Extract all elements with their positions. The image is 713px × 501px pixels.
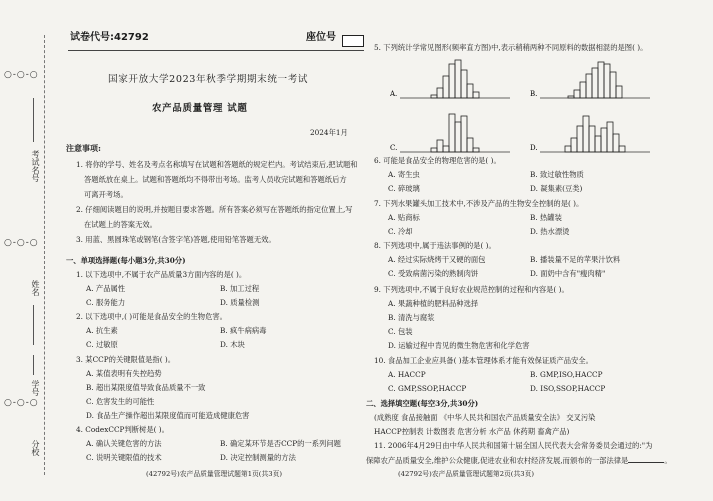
histogram-bar xyxy=(571,138,577,152)
histogram-bar xyxy=(592,68,598,98)
option-a[interactable]: A. 确认关键危害的方法 xyxy=(86,439,162,448)
label-student-no: 学号 xyxy=(31,380,40,396)
option-a[interactable]: A. 某值表明有失控趋势 xyxy=(86,369,162,378)
histogram-bar xyxy=(598,62,604,98)
histogram-bar xyxy=(616,86,622,98)
notice-line: 3. 用蓝、黑圆珠笔或钢笔(含签字笔)答题,使用铅笔答题无效。 xyxy=(76,235,276,244)
option-b[interactable]: B. 清洗与腐浆 xyxy=(388,313,435,322)
notice-line: 可离开考场。 xyxy=(84,190,128,199)
histogram-label: D. xyxy=(530,144,538,152)
question-stem: 9. 下列选项中,不属于良好农业规范控制的过程和内容是( )。 xyxy=(374,285,569,294)
histogram-bar xyxy=(437,88,443,98)
histogram-bar xyxy=(583,116,589,152)
section1-heading: 一、单项选择题(每小题3分,共30分) xyxy=(66,256,186,265)
option-c[interactable]: C. 过敏原 xyxy=(86,340,118,349)
histogram-bar xyxy=(601,128,607,152)
histogram-bar xyxy=(431,148,437,152)
section2-heading: 二、选择填空题(每空3分,共30分) xyxy=(366,399,479,408)
notice-heading: 注意事项: xyxy=(66,143,101,153)
word-bank-line: (成熟度 食品接触面 《中华人民共和国农产品质量安全法》 交叉污染 xyxy=(374,413,596,422)
paper-number: 试卷代号:42792 xyxy=(70,32,149,43)
question-stem: 2. 以下选项中,( )可能是食品安全的生物危害。 xyxy=(76,312,227,321)
header-rule xyxy=(68,50,364,51)
histogram-bar xyxy=(473,148,479,152)
label-exam-no: 考试名号 xyxy=(31,150,40,182)
histogram-bar xyxy=(574,90,580,98)
question-stem: 4. CodexCCP判断树是( )。 xyxy=(76,425,169,434)
option-b[interactable]: B. 致过敏性物质 xyxy=(530,170,584,179)
notice-line: 1. 将你的学号、姓名及考点名称填写在试题和答题纸的规定栏内。考试结束后,把试题和 xyxy=(76,160,358,169)
histogram-figures xyxy=(390,54,690,158)
question-stem: 1. 以下选项中,不属于农产品质量3方面内容的是( )。 xyxy=(76,270,247,279)
option-d[interactable]: D. 食品生产操作超出某限度值而可能造成健康危害 xyxy=(86,411,250,420)
option-a[interactable]: A. 抗生素 xyxy=(86,326,118,335)
option-d[interactable]: D. 决定控制测量的方法 xyxy=(220,453,296,462)
histogram-d xyxy=(530,116,650,152)
question-stem: 11. 2006年4月29日由中华人民共和国第十届全国人民代表大会常务委员会通过的:"为 xyxy=(374,441,653,450)
seat-number-box[interactable] xyxy=(342,35,364,47)
histogram-bar xyxy=(455,122,461,152)
histogram-bar xyxy=(449,114,455,152)
right-column xyxy=(364,0,704,501)
exam-date: 2024年1月 xyxy=(310,128,348,137)
histogram-bar xyxy=(467,84,473,98)
option-b[interactable]: B. 确定某环节是否CCP的一系列问题 xyxy=(220,439,341,448)
option-c[interactable]: C. 碎玻璃 xyxy=(388,184,420,193)
histogram-bar xyxy=(467,138,473,152)
label-name: 姓名 xyxy=(31,280,40,296)
histogram-bar xyxy=(619,146,625,152)
histogram-bar xyxy=(568,96,574,98)
histogram-bar xyxy=(461,70,467,98)
histogram-label: C. xyxy=(390,144,398,152)
histogram-b xyxy=(530,62,650,98)
binding-holes-mid: ○-○-○ xyxy=(4,238,39,248)
histogram-label: A. xyxy=(390,90,398,98)
option-d[interactable]: D. 面奶中含有"瘦肉精" xyxy=(530,269,606,278)
histogram-bar xyxy=(595,136,601,152)
option-b[interactable]: B. GMP,ISO,HACCP xyxy=(530,370,603,379)
histogram-bar xyxy=(580,82,586,98)
option-d[interactable]: D. 质量检测 xyxy=(220,298,260,307)
option-a[interactable]: A. 果蔬种植的肥料品种选择 xyxy=(388,299,479,308)
option-b[interactable]: B. 疯牛病病毒 xyxy=(220,326,267,335)
option-d[interactable]: D. 凝集素(豆类) xyxy=(530,184,583,193)
option-c[interactable]: C. 服务能力 xyxy=(86,298,126,307)
left-column xyxy=(62,0,358,501)
histogram-bar xyxy=(437,140,443,152)
cut-line xyxy=(44,35,45,475)
notice-line: 2. 仔细阅读题目的说明,并按题目要求答题。所有答案必须写在答题纸的指定位置上,写 xyxy=(76,205,353,214)
option-b[interactable]: B. 播装量不足的苹果汁饮料 xyxy=(530,255,621,264)
histogram-bar xyxy=(443,146,449,152)
word-bank-line: HACCP控制表 计数图表 危害分析 水产品 休药期 畜禽产品) xyxy=(374,427,570,436)
fill-line xyxy=(33,355,34,375)
fill-line xyxy=(33,98,34,142)
binding-margin xyxy=(0,0,58,501)
histogram-bar xyxy=(431,95,437,98)
histogram-label: B. xyxy=(530,90,538,98)
page-footer-left: (42792号)农产品质量管理试题第1页(共3页) xyxy=(146,470,283,478)
option-c[interactable]: C. GMP,SSOP,HACCP xyxy=(388,384,467,393)
page-footer-right: (42792号)农产品质量管理试题第2页(共3页) xyxy=(398,470,535,478)
option-c[interactable]: C. 冷却 xyxy=(388,227,413,236)
histogram-bar xyxy=(589,126,595,152)
histogram-bar xyxy=(604,64,610,98)
histogram-bar xyxy=(565,146,571,152)
question-stem: 5. 下列统计学常见图形(频率直方图)中,表示稍稍两种不同原料的数据相混的是图( )。 xyxy=(374,43,648,52)
question-stem: 10. 食品加工企业应具备( )基本管理体系才能有效保证质产品安全。 xyxy=(374,356,593,365)
question-stem: 6. 可能是食品安全的物理危害的是( )。 xyxy=(374,156,501,165)
histogram-a xyxy=(390,60,510,98)
option-d[interactable]: D. 热水漂烫 xyxy=(530,227,570,236)
question-stem: 3. 某CCP的关键限值是指( )。 xyxy=(76,355,176,364)
label-branch: 分校 xyxy=(31,440,40,456)
question-text: 保障农产品质量安全,维护公众健康,促进农业和农村经济发展,而颁布的一部法律是 xyxy=(366,456,629,465)
option-b[interactable]: B. 热罐装 xyxy=(530,213,562,222)
histogram-bar xyxy=(586,74,592,98)
option-a[interactable]: A. 经过实际烧烤干又硬的面包 xyxy=(388,255,486,264)
option-a[interactable]: A. 寄生虫 xyxy=(388,170,420,179)
option-c[interactable]: C. 危害发生的可能性 xyxy=(86,397,155,406)
histogram-bar xyxy=(455,60,461,98)
fill-line xyxy=(33,305,34,345)
histogram-bar xyxy=(473,92,479,98)
option-c[interactable]: C. 包装 xyxy=(388,327,413,336)
option-b[interactable]: B. 加工过程 xyxy=(220,284,260,293)
histogram-bar xyxy=(607,122,613,152)
question-stem: 7. 下列水果罐头加工技术中,不涉及产品的生物安全控制的是( )。 xyxy=(374,199,584,208)
option-a[interactable]: A. 贴商标 xyxy=(388,213,420,222)
option-c[interactable]: C. 受致病菌污染的熟制肉饼 xyxy=(388,269,479,278)
histogram-bar xyxy=(610,72,616,98)
option-b[interactable]: B. 超出某限度值导致食品质量不一致 xyxy=(86,383,206,392)
histogram-bar xyxy=(613,134,619,152)
option-d[interactable]: D. ISO,SSOP,HACCP xyxy=(530,384,606,393)
binding-holes-top: ○-○-○ xyxy=(4,70,39,80)
seat-label: 座位号 xyxy=(306,32,336,43)
exam-subject: 农产品质量管理 试题 xyxy=(152,103,248,114)
option-a[interactable]: A. HACCP xyxy=(388,370,426,379)
histogram-bar xyxy=(449,64,455,98)
notice-line: 在试题上的答案无效。 xyxy=(84,220,157,229)
option-d[interactable]: D. 木块 xyxy=(220,340,245,349)
exam-title: 国家开放大学2023年秋季学期期末统一考试 xyxy=(108,74,309,85)
histogram-bar xyxy=(577,126,583,152)
question-stem: 8. 下列选项中,属于违法事例的是( )。 xyxy=(374,241,496,250)
question-stem-continued: 保障农产品质量安全,维护公众健康,促进农业和农村经济发展,而颁布的一部法律是 。 xyxy=(366,456,672,465)
histogram-c xyxy=(390,114,510,152)
option-d[interactable]: D. 运输过程中肯见的微生物危害和化学危害 xyxy=(388,341,530,350)
histogram-bar xyxy=(443,76,449,98)
answer-blank[interactable] xyxy=(628,455,664,463)
option-a[interactable]: A. 产品属性 xyxy=(86,284,126,293)
option-c[interactable]: C. 说明关键限值的技术 xyxy=(86,453,162,462)
notice-line: 答题纸放在桌上。试题和答题纸均不得带出考场。监考人员收完试题和答题纸后方 xyxy=(84,175,347,184)
histogram-bar xyxy=(461,116,467,152)
binding-holes-bottom: ○-○-○ xyxy=(4,398,39,408)
